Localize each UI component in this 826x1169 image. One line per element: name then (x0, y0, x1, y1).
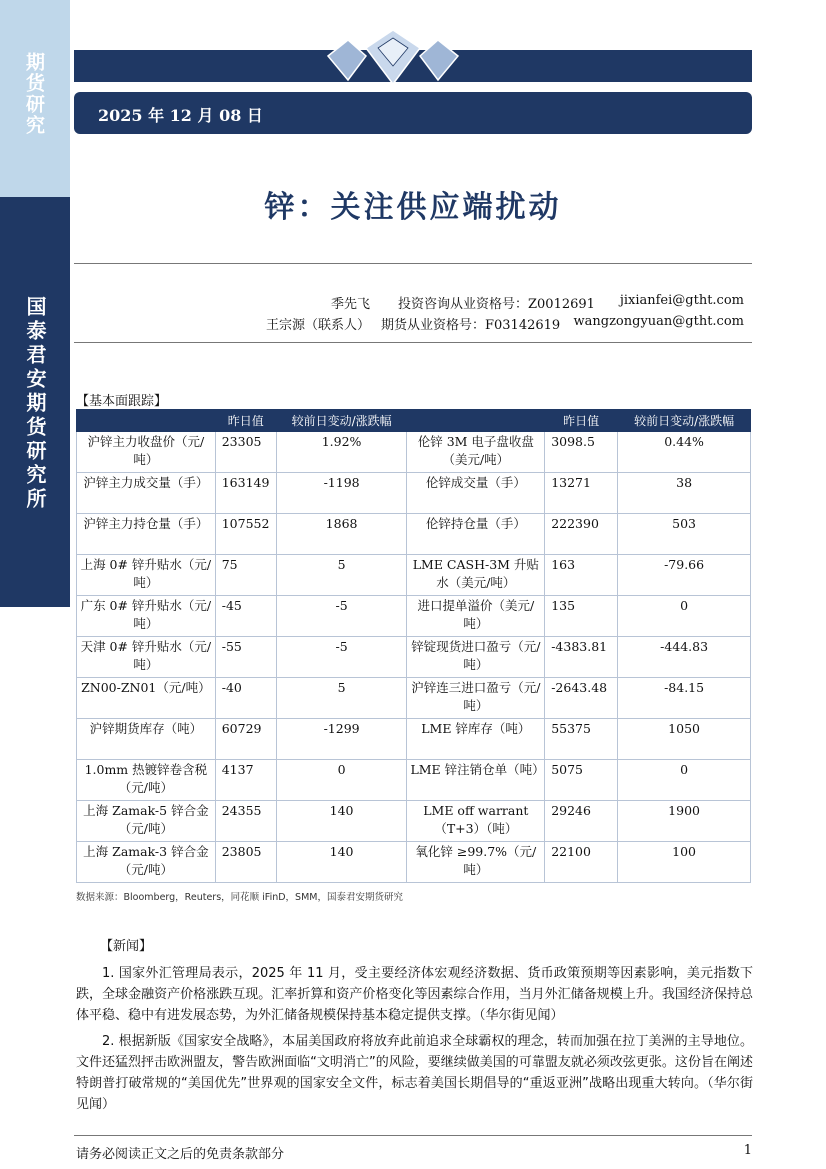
header-cell: 昨日值 (215, 410, 276, 432)
table-cell: 伦锌成交量（手） (407, 473, 545, 514)
table-cell: 1.92% (276, 432, 407, 473)
table-cell: -5 (276, 637, 407, 678)
table-cell: 天津 0# 锌升贴水（元/吨） (77, 637, 216, 678)
table-cell: 135 (545, 596, 618, 637)
news-paragraph-2: 2. 根据新版《国家安全战略》，本届美国政府将放弃此前追求全球霸权的理念，转而加强在拉丁美洲的主导地位。文件还猛烈抨击欧洲盟友，警告欧洲面临“文明消亡”的风险，要继续做美国的可靠盟友就必须改弦更张。这份旨在阐述特朗普打破常规的“美国优先”世界观的国家安全文件，标志着美国长期倡导的“重返亚洲”战略出现重大转向。（华尔街见闻） (76, 1034, 753, 1112)
footer-disclaimer: 请务必阅读正文之后的免责条款部分 (76, 1147, 285, 1162)
table-cell: 4137 (215, 760, 276, 801)
table-row (77, 637, 751, 678)
table-cell: 5 (276, 678, 407, 719)
table-cell: 5 (276, 555, 407, 596)
table-cell: -45 (215, 596, 276, 637)
table-cell: 140 (276, 801, 407, 842)
table-cell: LME CASH-3M 升贴水（美元/吨） (407, 555, 545, 596)
table-cell: -4383.81 (545, 637, 618, 678)
table-cell: 沪锌主力持仓量（手） (77, 514, 216, 555)
table-cell: 1900 (618, 801, 751, 842)
table-cell: 23805 (215, 842, 276, 883)
table-cell: -444.83 (618, 637, 751, 678)
table-cell: 1050 (618, 719, 751, 760)
table-cell: 24355 (215, 801, 276, 842)
author-name-2: 王宗源（联系人） (265, 318, 370, 333)
table-row (77, 842, 751, 883)
data-source-note: 数据来源：Bloomberg，Reuters，同花顺 iFinD，SMM，国泰君安期货研究 (76, 892, 403, 903)
header-cell (407, 410, 545, 432)
table-cell: 60729 (215, 719, 276, 760)
table-cell: 进口提单溢价（美元/吨） (407, 596, 545, 637)
table-row (77, 678, 751, 719)
table-cell: -55 (215, 637, 276, 678)
table-row (77, 473, 751, 514)
table-cell: -79.66 (618, 555, 751, 596)
footer-divider (74, 1135, 752, 1136)
table-cell: 75 (215, 555, 276, 596)
table-cell: -40 (215, 678, 276, 719)
table-cell: 0.44% (618, 432, 751, 473)
date-bar (74, 92, 752, 134)
report-date: 2025 年 12 月 08 日 (98, 106, 263, 125)
table-cell: 锌锭现货进口盈亏（元/吨） (407, 637, 545, 678)
table-cell: 163 (545, 555, 618, 596)
table-cell: 沪锌主力成交量（手） (77, 473, 216, 514)
report-title: 锌：关注供应端扰动 (264, 190, 562, 225)
table-cell: 0 (618, 760, 751, 801)
diamond-logo-icon (318, 26, 468, 86)
table-cell: 5075 (545, 760, 618, 801)
table-cell: 29246 (545, 801, 618, 842)
table-cell: 广东 0# 锌升贴水（元/吨） (77, 596, 216, 637)
author-cert-2: 期货从业资格号：F03142619 (381, 318, 561, 333)
table-cell: 上海 0# 锌升贴水（元/吨） (77, 555, 216, 596)
table-cell: 伦锌持仓量（手） (407, 514, 545, 555)
table-cell: 沪锌期货库存（吨） (77, 719, 216, 760)
table-cell: 22100 (545, 842, 618, 883)
table-cell: 沪锌主力收盘价（元/吨） (77, 432, 216, 473)
header-cell: 较前日变动/涨跌幅 (618, 410, 751, 432)
header-cell: 较前日变动/涨跌幅 (276, 410, 407, 432)
table-cell: -1299 (276, 719, 407, 760)
table-cell: 3098.5 (545, 432, 618, 473)
header-cell: 昨日值 (545, 410, 618, 432)
table-cell: 上海 Zamak-5 锌合金（元/吨） (77, 801, 216, 842)
sidebar-top-label: 期货研究 (23, 52, 45, 136)
table-cell: 伦锌 3M 电子盘收盘（美元/吨） (407, 432, 545, 473)
table-cell: 23305 (215, 432, 276, 473)
author-cert-1: 投资咨询从业资格号：Z0012691 (398, 297, 595, 312)
table-cell: -5 (276, 596, 407, 637)
table-cell: 沪锌连三进口盈亏（元/吨） (407, 678, 545, 719)
table-cell: 上海 Zamak-3 锌合金（元/吨） (77, 842, 216, 883)
table-cell: 0 (618, 596, 751, 637)
table-cell: LME 锌库存（吨） (407, 719, 545, 760)
title-divider (74, 263, 752, 264)
table-cell: 107552 (215, 514, 276, 555)
author-name-1: 季先飞 (330, 297, 370, 312)
table-cell: 222390 (545, 514, 618, 555)
table-cell: ZN00-ZN01（元/吨） (77, 678, 216, 719)
table-row (77, 596, 751, 637)
table-cell: LME 锌注销仓单（吨） (407, 760, 545, 801)
header-cell (77, 410, 216, 432)
table-cell: 0 (276, 760, 407, 801)
news-paragraph-1: 1. 国家外汇管理局表示，2025 年 11 月，受主要经济体宏观经济数据、货币政策预期等因素影响，美元指数下跌，全球金融资产价格涨跌互现。汇率折算和资产价格变化等因素综合作用，当月外汇储备规模上升。我国经济保持总体平稳、稳中有进发展态势，为外汇储备规模保持基本稳定提供支撑。（华尔街见闻） (76, 966, 753, 1023)
table-cell: 氧化锌 ≥99.7%（元/吨） (407, 842, 545, 883)
table-row (77, 801, 751, 842)
table-cell: LME off warrant（T+3）（吨） (407, 801, 545, 842)
table-cell: -84.15 (618, 678, 751, 719)
table-cell: 163149 (215, 473, 276, 514)
author-divider (74, 342, 752, 343)
author-email-1[interactable]: jixianfei@gtht.com (619, 293, 744, 308)
table-cell: 13271 (545, 473, 618, 514)
table-cell: -2643.48 (545, 678, 618, 719)
author-email-2[interactable]: wangzongyuan@gtht.com (573, 314, 744, 329)
page-number: 1 (743, 1143, 752, 1158)
table-cell: 55375 (545, 719, 618, 760)
table-cell: 100 (618, 842, 751, 883)
table-cell: 503 (618, 514, 751, 555)
table-cell: 1868 (276, 514, 407, 555)
table-header-row (77, 410, 751, 432)
table-cell: 140 (276, 842, 407, 883)
table-row (77, 514, 751, 555)
table-row (77, 555, 751, 596)
table-row (77, 760, 751, 801)
news-heading: 【新闻】 (100, 939, 153, 954)
section-label: 【基本面跟踪】 (76, 394, 168, 409)
fundamentals-table (76, 409, 751, 883)
table-row (77, 719, 751, 760)
table-cell: 38 (618, 473, 751, 514)
table-row (77, 432, 751, 473)
table-cell: 1.0mm 热镀锌卷含税（元/吨） (77, 760, 216, 801)
table-cell: -1198 (276, 473, 407, 514)
sidebar-main-label: 国泰君安期货研究所 (23, 296, 47, 512)
